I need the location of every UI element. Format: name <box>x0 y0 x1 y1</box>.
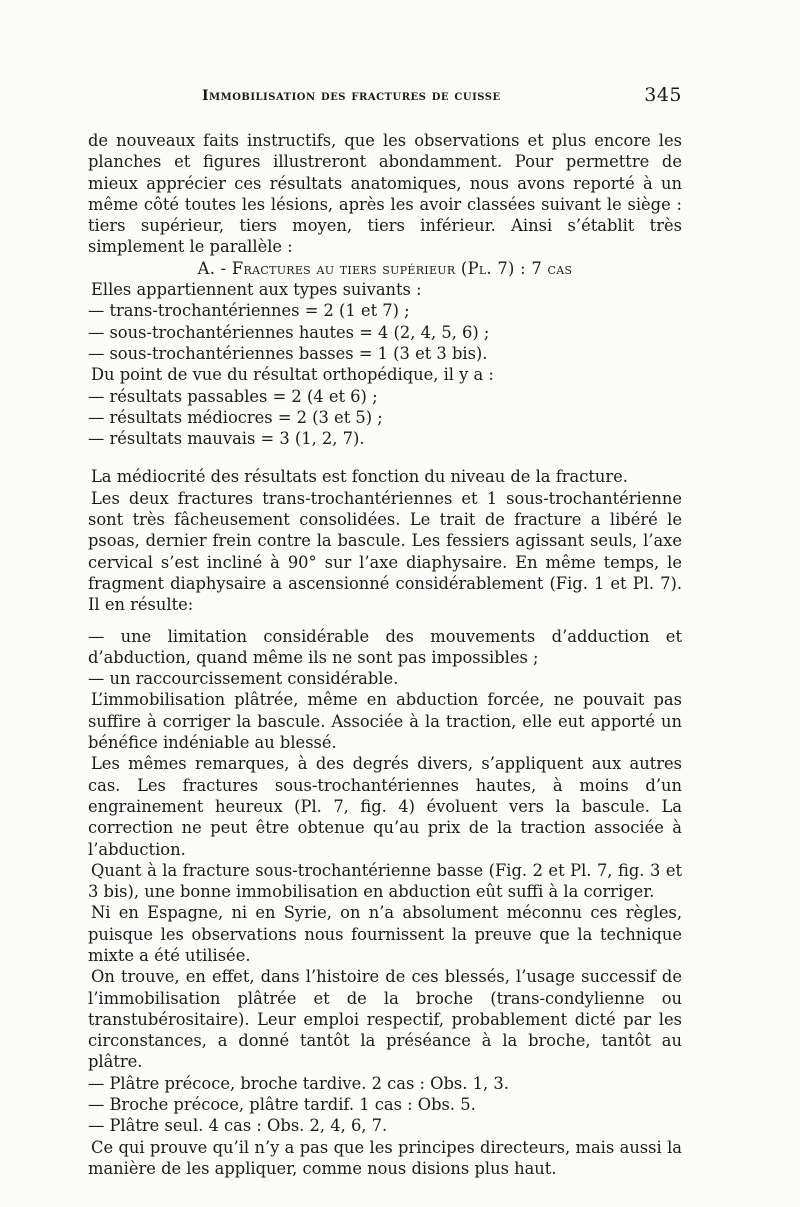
list-item: — résultats médiocres = 2 (3 et 5) ; <box>88 407 383 427</box>
paragraph: On trouve, en effet, dans l’histoire de ces blessés, l’usage successif de l’immobilisation plâtrée et de la broche (trans-condylienne ou transtubérositaire). Leur emploi respectif, probablement dicté par les circonstances, a donné tantôt la préséance à la broche, tantôt au plâtre. <box>88 967 682 1072</box>
list-item: — Plâtre seul. 4 cas : Obs. 2, 4, 6, 7. <box>88 1116 388 1136</box>
paragraph: Ce qui prouve qu’il n’y a pas que les principes directeurs, mais aussi la manière de les appliquer, comme nous disions plus haut. <box>88 1137 682 1178</box>
paragraph: Les deux fractures trans-trochantériennes et 1 sous-trochantérienne sont très fâcheusement consolidées. Le trait de fracture a libéré le psoas, dernier frein contre la bascule. Les fessiers agissant seuls, l’axe cervical s’est incliné à 90° sur l’axe diaphysaire. En même temps, le fragment diaphysaire a ascensionné considérablement (Fig. 1 et Pl. 7). Il en résulte: <box>88 488 682 615</box>
list-item: — sous-trochantériennes hautes = 4 (2, 4, 5, 6) ; <box>88 322 490 342</box>
paragraph: L’immobilisation plâtrée, même en abduction forcée, ne pouvait pas suffire à corriger la bascule. Associée à la traction, elle eut apporté un bénéfice indéniable au blessé. <box>88 690 682 753</box>
section-heading: A. - Fractures au tiers supérieur (Pl. 7) : 7 cas <box>197 258 573 278</box>
list-item: — résultats passables = 2 (4 et 6) ; <box>88 386 378 406</box>
paragraph: Les mêmes remarques, à des degrés divers, s’appliquent aux autres cas. Les fractures sous-trochantériennes hautes, à moins d’un engrainement heureux (Pl. 7, fig. 4) évoluent vers la bascule. La correction ne peut être obtenue qu’au prix de la traction associée à l’abduction. <box>88 754 682 859</box>
list-item: — Broche précoce, plâtre tardif. 1 cas : Obs. 5. <box>88 1095 476 1115</box>
spacer <box>88 616 682 626</box>
types-list <box>88 300 682 364</box>
paragraph: La médiocrité des résultats est fonction du niveau de la fracture. <box>91 467 628 487</box>
page-number: 345 <box>644 84 682 106</box>
list-item: — un raccourcissement considérable. <box>88 669 399 689</box>
list-item: — Plâtre précoce, broche tardive. 2 cas : Obs. 1, 3. <box>88 1073 509 1093</box>
cases-list <box>88 1073 682 1137</box>
list-item: — trans-trochantériennes = 2 (1 et 7) ; <box>88 301 410 321</box>
list-item: — une limitation considérable des mouvements d’adduction et d’abduction, quand même ils ne sont pas impossibles ; <box>88 626 682 667</box>
paragraph: Quant à la fracture sous-trochantérienne basse (Fig. 2 et Pl. 7, fig. 3 et 3 bis), une bonne immobilisation en abduction eût suffi à la corriger. <box>88 860 682 902</box>
consequences-list <box>88 626 682 690</box>
header-title: Immobilisation des fractures de cuisse <box>202 88 501 104</box>
types-intro: Elles appartiennent aux types suivants : <box>91 280 422 300</box>
spacer <box>88 449 682 466</box>
paragraph: Ni en Espagne, ni en Syrie, on n’a absolument méconnu ces règles, puisque les observations nous fournissent la preuve que la technique mixte a été utilisée. <box>88 903 682 965</box>
results-intro: Du point de vue du résultat orthopédique, il y a : <box>91 365 494 385</box>
list-item: — résultats mauvais = 3 (1, 2, 7). <box>88 429 365 449</box>
intro-paragraph: de nouveaux faits instructifs, que les observations et plus encore les planches et figures illustreront abondamment. Pour permettre de mieux apprécier ces résultats anatomiques, nous avons reporté à un même côté toutes les lésions, après les avoir classées suivant le siège : tiers supérieur, tiers moyen, tiers inférieur. Ainsi s’établit très simplement le parallèle : <box>88 131 682 257</box>
results-list <box>88 386 682 450</box>
list-item: — sous-trochantériennes basses = 1 (3 et 3 bis). <box>88 343 488 363</box>
page-body <box>88 130 682 1179</box>
